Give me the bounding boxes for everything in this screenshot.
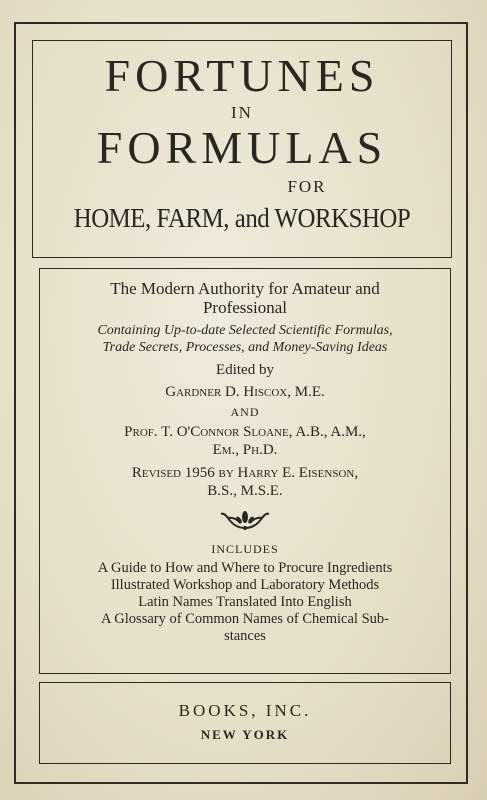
editor-1: Gardner D. Hiscox, M.E.: [165, 384, 325, 400]
title-line-subject: HOME, FARM, and WORKSHOP: [73, 203, 411, 233]
includes-item-2: Illustrated Workshop and Laboratory Methods: [110, 577, 380, 593]
subtitle-line-2: Professional: [202, 298, 288, 317]
description-box: [39, 268, 451, 674]
title-line-formulas: FORMULAS: [96, 122, 388, 173]
floral-ornament-icon: [220, 508, 270, 532]
editor-2-line-2: Em., Ph.D.: [212, 442, 278, 458]
revised-line-1: Revised 1956 by Harry E. Eisenson,: [131, 465, 359, 481]
italic-line-2: Trade Secrets, Processes, and Money-Saving Ideas: [102, 340, 388, 355]
and-label: AND: [230, 405, 260, 419]
publisher-city: NEW YORK: [200, 727, 290, 742]
includes-item-5: stances: [224, 628, 266, 644]
title-box: [32, 40, 452, 258]
publisher-name: BOOKS, INC.: [178, 701, 312, 720]
title-line-in: IN: [231, 103, 253, 122]
revised-line-2: B.S., M.S.E.: [207, 483, 283, 499]
edited-by: Edited by: [216, 362, 274, 378]
includes-label: INCLUDES: [211, 542, 279, 556]
title-line-for: FOR: [287, 177, 327, 196]
subtitle-line-1: The Modern Authority for Amateur and: [110, 279, 380, 298]
editor-2-line-1: Prof. T. O'Connor Sloane, A.B., A.M.,: [124, 424, 366, 440]
italic-line-1: Containing Up-to-date Selected Scientific Formulas,: [97, 323, 393, 338]
title-line-fortunes: FORTUNES: [104, 50, 380, 101]
includes-item-1: A Guide to How and Where to Procure Ingredients: [97, 560, 393, 576]
publisher-box: [39, 682, 451, 764]
includes-item-3: Latin Names Translated Into English: [138, 594, 352, 610]
includes-item-4: A Glossary of Common Names of Chemical Sub-: [101, 611, 389, 627]
